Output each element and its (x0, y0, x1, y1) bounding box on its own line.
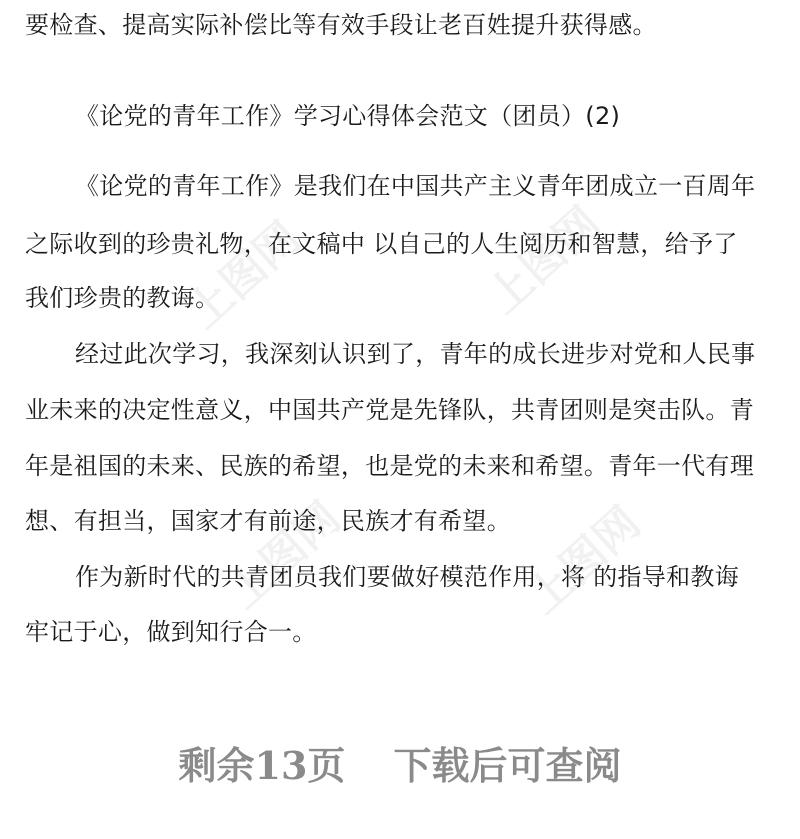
watermark: 上图网 (177, 212, 311, 339)
paragraph-line: 业未来的决定性意义，中国共产党是先锋队，共青团则是突击队。青 (25, 396, 754, 424)
section-heading: 《论党的青年工作》学习心得体会范文（团员）(2) (75, 102, 621, 130)
remaining-pages-label: 剩余13页 (178, 743, 346, 788)
paragraph-line: 要检查、提高实际补偿比等有效手段让老百姓提升获得感。 (25, 11, 657, 39)
watermark: 上图网 (477, 197, 611, 324)
download-prompt-label[interactable]: 下载后可查阅 (393, 743, 622, 788)
watermark: 上图网 (217, 492, 351, 619)
paragraph-line: 作为新时代的共青团员我们要做好模范作用，将 的指导和教诲 (75, 563, 740, 591)
download-banner[interactable] (0, 735, 800, 790)
watermark: 上图网 (517, 497, 651, 624)
paragraph-line: 经过此次学习，我深刻认识到了，青年的成长进步对党和人民事 (75, 340, 756, 368)
paragraph-line: 之际收到的珍贵礼物，在文稿中 以自己的人生阅历和智慧，给予了 (25, 230, 738, 258)
paragraph-line: 我们珍贵的教诲。 (25, 284, 220, 312)
paragraph-line: 《论党的青年工作》是我们在中国共产主义青年团成立一百周年 (75, 172, 756, 200)
paragraph-line: 想、有担当，国家才有前途，民族才有希望。 (25, 507, 511, 535)
paragraph-line: 年是祖国的未来、民族的希望，也是党的未来和希望。青年一代有理 (25, 452, 754, 480)
paragraph-line: 牢记于心，做到知行合一。 (25, 618, 317, 646)
